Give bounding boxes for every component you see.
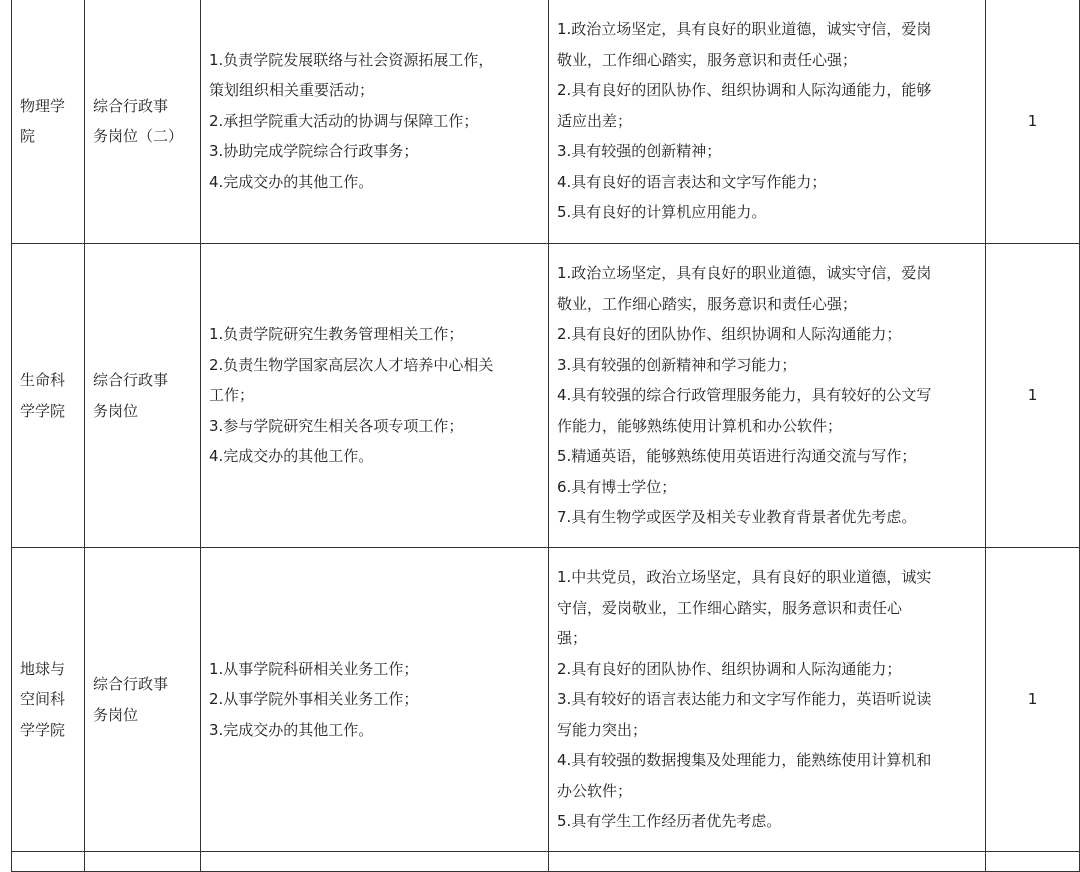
post-line: 综合行政事 xyxy=(93,96,169,115)
post-cell xyxy=(85,244,201,548)
headcount-cell: 1 xyxy=(986,0,1080,244)
college-line: 学学院 xyxy=(20,720,66,739)
requirement-line: 6.具有博士学位； xyxy=(557,477,677,496)
requirement-line: 适应出差； xyxy=(557,111,633,130)
empty-cell xyxy=(201,852,549,872)
duties-cell xyxy=(201,244,549,548)
college-line: 物理学 xyxy=(20,96,66,115)
requirement-line: 4.具有较强的综合行政管理服务能力，具有较好的公文写 xyxy=(557,386,932,405)
college-line: 空间科 xyxy=(20,690,66,709)
requirement-line: 办公软件； xyxy=(557,781,633,800)
duty-line: 2.承担学院重大活动的协调与保障工作； xyxy=(209,111,479,130)
duty-line: 策划组织相关重要活动； xyxy=(209,81,375,100)
post-line: 务岗位 xyxy=(93,401,139,420)
empty-cell xyxy=(986,852,1080,872)
table-row xyxy=(12,0,1080,244)
requirement-line: 3.具有较强的创新精神和学习能力； xyxy=(557,355,797,374)
empty-cell xyxy=(549,852,986,872)
requirements-cell xyxy=(549,244,986,548)
requirement-line: 写能力突出； xyxy=(557,720,648,739)
requirement-line: 作能力，能够熟练使用计算机和办公软件； xyxy=(557,416,843,435)
post-cell xyxy=(85,0,201,244)
headcount-cell: 1 xyxy=(986,244,1080,548)
post-line: 务岗位（二） xyxy=(93,127,184,145)
duty-line: 3.参与学院研究生相关各项专项工作； xyxy=(209,416,464,435)
college-cell xyxy=(12,0,85,244)
table-row-partial xyxy=(12,852,1080,872)
table-row xyxy=(12,548,1080,852)
requirement-line: 5.精通英语，能够熟练使用英语进行沟通交流与写作； xyxy=(557,447,917,466)
requirement-line: 3.具有较好的语言表达能力和文字写作能力，英语听说读 xyxy=(557,690,932,709)
duty-line: 4.完成交办的其他工作。 xyxy=(209,172,374,191)
duty-line: 3.完成交办的其他工作。 xyxy=(209,720,374,739)
requirement-line: 4.具有较强的数据搜集及处理能力，能熟练使用计算机和 xyxy=(557,751,932,770)
requirement-line: 1.中共党员，政治立场坚定，具有良好的职业道德，诚实 xyxy=(557,568,932,587)
requirement-line: 1.政治立场坚定，具有良好的职业道德，诚实守信，爱岗 xyxy=(557,264,932,283)
post-line: 务岗位 xyxy=(93,705,139,724)
duty-line: 2.负责生物学国家高层次人才培养中心相关 xyxy=(209,355,494,374)
duty-line: 1.负责学院研究生教务管理相关工作； xyxy=(209,325,464,344)
table-row xyxy=(12,244,1080,548)
college-line: 院 xyxy=(20,127,36,145)
requirement-line: 5.具有良好的计算机应用能力。 xyxy=(557,203,767,222)
duty-line: 1.负责学院发展联络与社会资源拓展工作， xyxy=(209,50,494,69)
college-cell xyxy=(12,244,85,548)
requirement-line: 守信，爱岗敬业，工作细心踏实，服务意识和责任心 xyxy=(557,598,903,617)
requirement-line: 敬业，工作细心踏实，服务意识和责任心强； xyxy=(557,294,858,313)
requirements-cell xyxy=(549,548,986,852)
duty-line: 2.从事学院外事相关业务工作； xyxy=(209,690,419,709)
job-positions-table xyxy=(11,0,1080,872)
requirement-line: 敬业，工作细心踏实，服务意识和责任心强； xyxy=(557,50,858,69)
duty-line: 4.完成交办的其他工作。 xyxy=(209,447,374,466)
duties-cell xyxy=(201,0,549,244)
requirement-line: 2.具有良好的团队协作、组织协调和人际沟通能力； xyxy=(557,325,902,344)
requirement-line: 强； xyxy=(557,629,588,648)
requirement-line: 2.具有良好的团队协作、组织协调和人际沟通能力，能够 xyxy=(557,81,932,100)
duties-cell xyxy=(201,548,549,852)
college-line: 生命科 xyxy=(20,371,66,389)
duty-line: 3.协助完成学院综合行政事务； xyxy=(209,142,419,161)
requirement-line: 1.政治立场坚定，具有良好的职业道德，诚实守信，爱岗 xyxy=(557,20,932,39)
college-line: 地球与 xyxy=(20,659,66,678)
college-line: 学学院 xyxy=(20,401,66,420)
headcount-cell: 1 xyxy=(986,548,1080,852)
requirement-line: 2.具有良好的团队协作、组织协调和人际沟通能力； xyxy=(557,659,902,678)
requirement-line: 4.具有良好的语言表达和文字写作能力； xyxy=(557,172,827,191)
requirements-cell xyxy=(549,0,986,244)
college-cell xyxy=(12,548,85,852)
requirement-line: 5.具有学生工作经历者优先考虑。 xyxy=(557,812,782,831)
requirement-line: 3.具有较强的创新精神； xyxy=(557,142,722,161)
post-line: 综合行政事 xyxy=(93,371,169,389)
duty-line: 1.从事学院科研相关业务工作； xyxy=(209,659,419,678)
post-cell xyxy=(85,548,201,852)
duty-line: 工作； xyxy=(209,386,255,405)
post-line: 综合行政事 xyxy=(93,675,169,693)
requirement-line: 7.具有生物学或医学及相关专业教育背景者优先考虑。 xyxy=(557,508,917,527)
empty-cell xyxy=(85,852,201,872)
empty-cell xyxy=(12,852,85,872)
